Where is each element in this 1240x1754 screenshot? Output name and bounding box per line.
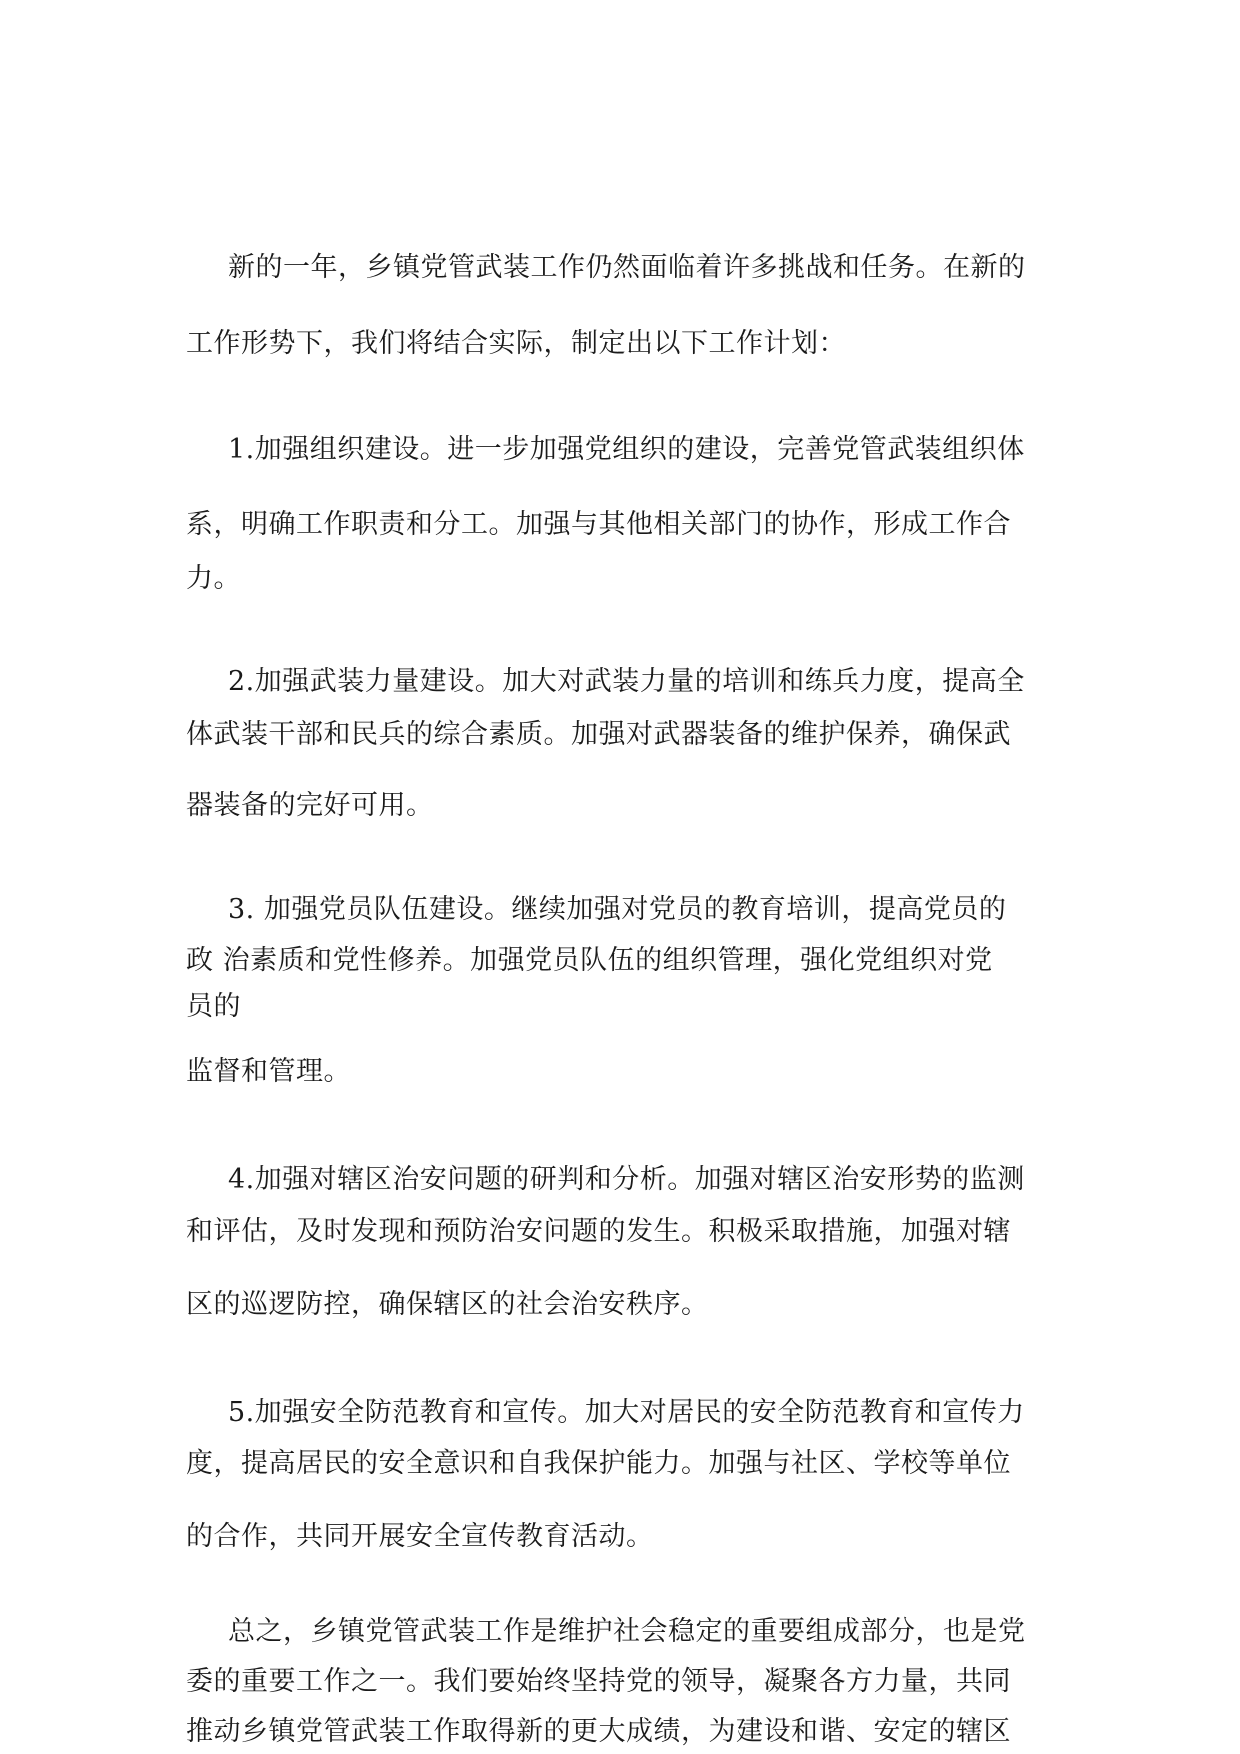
item-1-line-1: 1.加强组织建设。进一步加强党组织的建设，完善党管武装组织体 — [228, 434, 1025, 465]
conclusion-line-2: 委的重要工作之一。我们要始终坚持党的领导，凝聚各方力量，共同 — [186, 1666, 1011, 1697]
conclusion-line-1: 总之，乡镇党管武装工作是维护社会稳定的重要组成部分，也是党 — [228, 1616, 1026, 1647]
item-5-line-1: 5.加强安全防范教育和宣传。加大对居民的安全防范教育和宣传力 — [228, 1397, 1025, 1428]
item-2-line-1: 2.加强武装力量建设。加大对武装力量的培训和练兵力度，提高全 — [228, 666, 1025, 697]
intro-line-2: 工作形势下，我们将结合实际，制定出以下工作计划： — [186, 328, 846, 359]
item-1-line-3: 力。 — [186, 563, 241, 594]
item-4-line-2: 和评估，及时发现和预防治安问题的发生。积极采取措施，加强对辖 — [186, 1216, 1011, 1247]
item-1-line-2: 系，明确工作职责和分工。加强与其他相关部门的协作，形成工作合 — [186, 509, 1011, 540]
item-3-line-4: 监督和管理。 — [186, 1056, 351, 1087]
item-4-line-3: 区的巡逻防控，确保辖区的社会治安秩序。 — [186, 1289, 709, 1320]
item-5-line-3: 的合作，共同开展安全宣传教育活动。 — [186, 1521, 654, 1552]
item-5-line-2: 度，提高居民的安全意识和自我保护能力。加强与社区、学校等单位 — [186, 1448, 1011, 1479]
item-3-line-1: 3. 加强党员队伍建设。继续加强对党员的教育培训，提高党员的 — [228, 894, 1007, 925]
conclusion-line-3: 推动乡镇党管武装工作取得新的更大成绩，为建设和谐、安定的辖区 — [186, 1716, 1011, 1747]
item-2-line-2: 体武装干部和民兵的综合素质。加强对武器装备的维护保养，确保武 — [186, 719, 1011, 750]
item-3-line-2: 政 治素质和党性修养。加强党员队伍的组织管理，强化党组织对党 — [186, 945, 993, 976]
intro-line-1: 新的一年，乡镇党管武装工作仍然面临着许多挑战和任务。在新的 — [228, 252, 1026, 283]
item-3-line-3: 员的 — [186, 991, 241, 1022]
item-4-line-1: 4.加强对辖区治安问题的研判和分析。加强对辖区治安形势的监测 — [228, 1164, 1025, 1195]
item-2-line-3: 器装备的完好可用。 — [186, 790, 434, 821]
